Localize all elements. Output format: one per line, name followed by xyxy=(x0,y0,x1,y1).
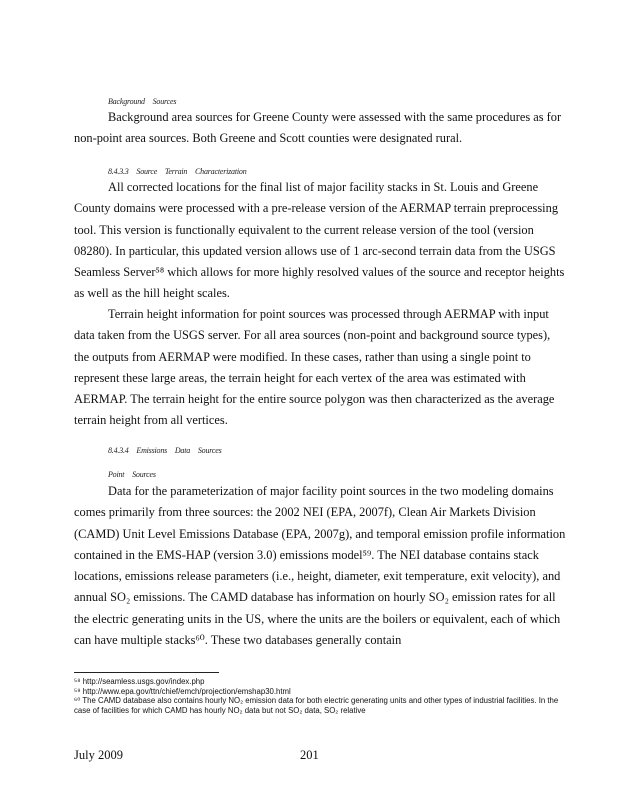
heading-source-terrain: 8.4.3.3 Source Terrain Characterization xyxy=(108,167,247,176)
paragraph-terrain-height: Terrain height information for point sources was processed through AERMAP with input data taken from the USGS server. For all area sources (non-point and background source types), the outputs from AERMAP were modified. In these cases, rather than using a single point to represent these large areas, the terrain height for each vertex of the area was estimated with AERMAP. The terrain height for the entire source polygon was then characterized as the average terrain height from all vertices. xyxy=(74,307,555,428)
heading-emissions-data-sources: 8.4.3.4 Emissions Data Sources xyxy=(108,446,222,455)
footnote-58: ⁵⁸ http://seamless.usgs.gov/index.php xyxy=(74,677,205,686)
footer-date: July 2009 xyxy=(74,748,123,762)
heading-point-sources: Point Sources xyxy=(108,470,156,479)
footnote-separator xyxy=(74,672,219,673)
footnote-60: ⁶⁰ The CAMD database also contains hourly NO₂ emission data for both electric generating units and other types of industrial facilities. In the case of facilities for which CAMD has hourly NO₂ data but not SO₂ data, SO₂ relative xyxy=(74,696,559,715)
footnote-59: ⁵⁹ http://www.epa.gov/ttn/chief/emch/projection/emshap30.html xyxy=(74,686,291,696)
paragraph-aermap-processing: All corrected locations for the final list of major facility stacks in St. Louis and Greene County domains were processed with a pre-release version of the AERMAP terrain preprocessing tool. This version is functionally equivalent to the current release version of the tool (version 08280). In particular, this updated version allows use of 1 arc-second terrain data from the USGS Seamless Server⁵⁸ which allows for more highly resolved values of the source and receptor heights as well as the hill height scales. xyxy=(74,180,565,301)
heading-background-sources: Background Sources xyxy=(108,97,177,106)
paragraph-point-source-data: Data for the parameterization of major facility point sources in the two modeling domains comes primarily from three sources: the 2002 NEI (EPA, 2007f), Clean Air Markets Division (CAMD) Unit Level Emissions Database (EPA, 2007g), and temporal emission profile information contained in the EMS-HAP (version 3.0) emissions model⁵⁹. The NEI database contains stack locations, emissions release parameters (i.e., height, diameter, exit temperature, exit velocity), and annual SO₂ emissions. The CAMD database has information on hourly SO₂ emission rates for all the electric generating units in the US, where the units are the boilers or equivalent, each of which can have multiple stacks⁶⁰. These two databases generally contain xyxy=(74,484,566,648)
footnotes xyxy=(74,677,568,715)
page-number: 201 xyxy=(300,748,319,762)
paragraph-background-sources: Background area sources for Greene County were assessed with the same procedures as for non-point area sources. Both Greene and Scott counties were designated rural. xyxy=(74,110,562,146)
